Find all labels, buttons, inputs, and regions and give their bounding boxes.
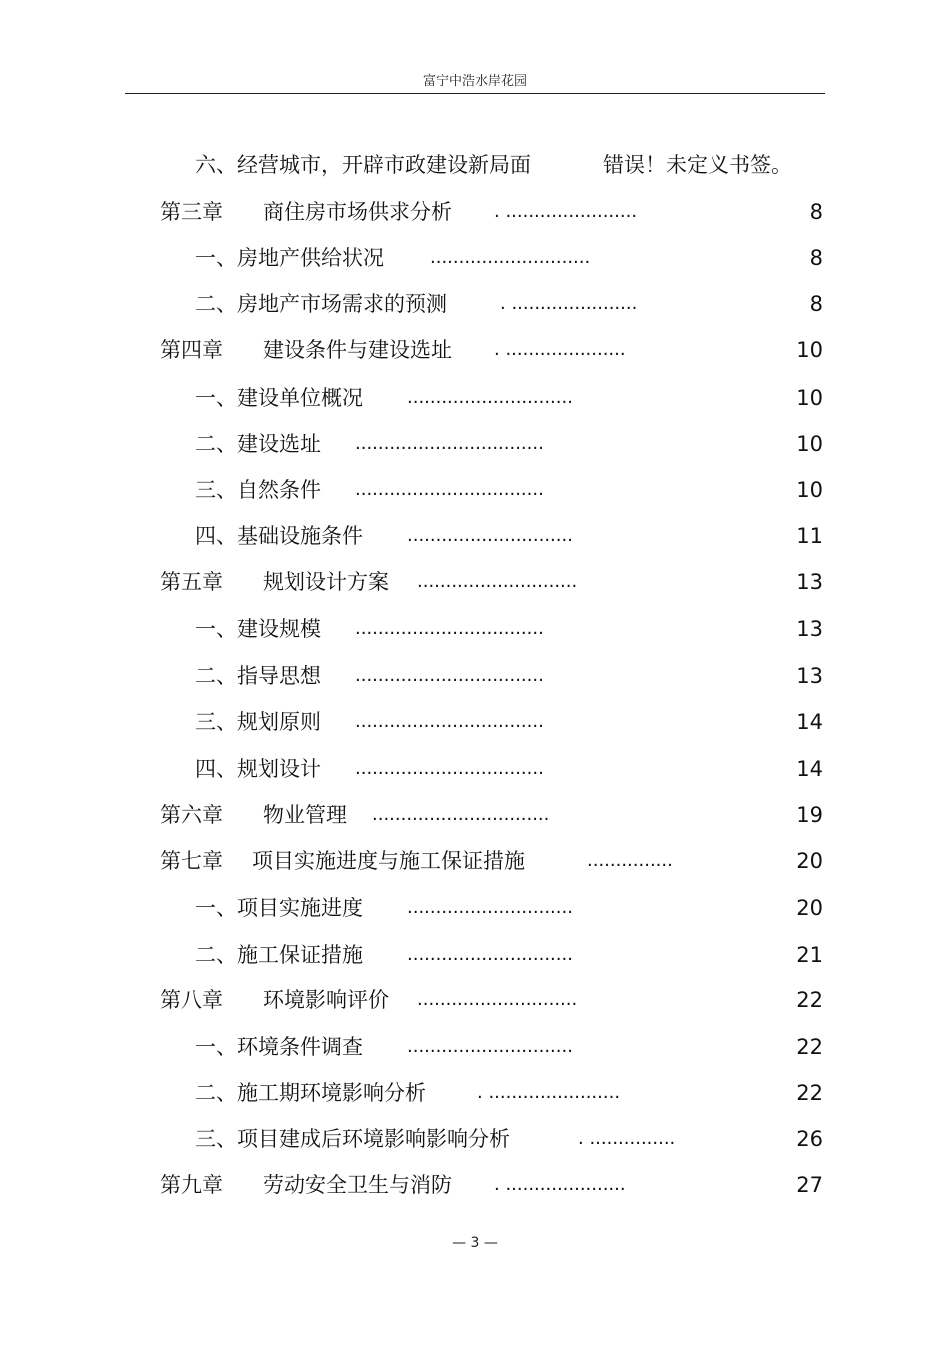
toc-entry-title: 三、自然条件 bbox=[195, 478, 321, 502]
toc-entry[interactable] bbox=[195, 1078, 795, 1108]
toc-chapter-number: 第六章 bbox=[160, 803, 223, 827]
toc-page-number: 13 bbox=[796, 617, 823, 641]
toc-entry-title: 二、施工保证措施 bbox=[195, 943, 363, 967]
toc-leader-dots: ............... bbox=[587, 850, 673, 871]
toc-page-number: 10 bbox=[796, 432, 823, 456]
toc-entry-title: 规划设计方案 bbox=[263, 570, 389, 594]
toc-entry[interactable] bbox=[195, 475, 795, 505]
toc-entry[interactable] bbox=[195, 1124, 795, 1154]
toc-entry-title: 一、环境条件调查 bbox=[195, 1035, 363, 1059]
page-header-title: 富宁中浩水岸花园 bbox=[422, 74, 527, 89]
toc-entry[interactable] bbox=[195, 754, 795, 784]
toc-leader-dots: ................................. bbox=[355, 711, 544, 732]
toc-leader-dots: . ....................... bbox=[477, 1082, 621, 1103]
toc-page-number: 27 bbox=[796, 1173, 823, 1197]
toc-leader-dots: ................................. bbox=[355, 665, 544, 686]
toc-leader-dots: ................................. bbox=[355, 479, 544, 500]
toc-entry-title: 二、房地产市场需求的预测 bbox=[195, 292, 447, 316]
toc-entry[interactable] bbox=[195, 521, 795, 551]
toc-page-number: 26 bbox=[796, 1127, 823, 1151]
toc-chapter-entry[interactable] bbox=[160, 846, 780, 876]
toc-leader-dots: . ....................... bbox=[494, 201, 638, 222]
toc-page-number: 21 bbox=[796, 943, 823, 967]
toc-page-number: 20 bbox=[796, 896, 823, 920]
toc-chapter-entry[interactable] bbox=[160, 800, 780, 830]
toc-entry-title: 一、建设规模 bbox=[195, 617, 321, 641]
toc-entry[interactable] bbox=[195, 1032, 795, 1062]
page-footer-number: — 3 — bbox=[452, 1235, 498, 1251]
toc-leader-dots: ................................. bbox=[355, 618, 544, 639]
toc-entry[interactable] bbox=[195, 289, 795, 319]
toc-leader-dots: ................................. bbox=[355, 758, 544, 779]
toc-page-number: 14 bbox=[796, 710, 823, 734]
toc-entry[interactable] bbox=[195, 150, 815, 180]
toc-chapter-number: 第五章 bbox=[160, 570, 223, 594]
toc-page-number: 10 bbox=[796, 478, 823, 502]
toc-page-number: 13 bbox=[796, 664, 823, 688]
toc-leader-dots: . ...................... bbox=[500, 293, 638, 314]
toc-entry-title: 二、建设选址 bbox=[195, 432, 321, 456]
toc-page-number: 22 bbox=[796, 1035, 823, 1059]
toc-entry[interactable] bbox=[195, 243, 795, 273]
toc-leader-dots: ............................. bbox=[407, 387, 573, 408]
toc-entry-title: 物业管理 bbox=[263, 803, 347, 827]
toc-leader-dots: . ............... bbox=[578, 1128, 676, 1149]
toc-entry[interactable] bbox=[195, 893, 795, 923]
toc-chapter-number: 第八章 bbox=[160, 988, 223, 1012]
toc-entry[interactable] bbox=[195, 661, 795, 691]
toc-entry-title: 二、指导思想 bbox=[195, 664, 321, 688]
toc-entry[interactable] bbox=[195, 383, 795, 413]
toc-entry-title: 四、基础设施条件 bbox=[195, 524, 363, 548]
toc-page-number: 10 bbox=[796, 386, 823, 410]
toc-chapter-entry[interactable] bbox=[160, 985, 780, 1015]
toc-leader-dots: ............................. bbox=[407, 944, 573, 965]
toc-chapter-number: 第七章 bbox=[160, 849, 223, 873]
toc-entry-title: 劳动安全卫生与消防 bbox=[263, 1173, 452, 1197]
toc-entry[interactable] bbox=[195, 707, 795, 737]
toc-entry-error-note: 错误！未定义书签。 bbox=[603, 153, 792, 177]
toc-leader-dots: ............................ bbox=[430, 247, 591, 268]
toc-chapter-number: 第四章 bbox=[160, 338, 223, 362]
toc-chapter-entry[interactable] bbox=[160, 335, 780, 365]
toc-leader-dots: ............................. bbox=[407, 1036, 573, 1057]
toc-entry-title: 环境影响评价 bbox=[263, 988, 389, 1012]
toc-page-number: 10 bbox=[796, 338, 823, 362]
toc-page-number: 13 bbox=[796, 570, 823, 594]
toc-page-number: 20 bbox=[796, 849, 823, 873]
toc-page-number: 8 bbox=[809, 246, 823, 270]
toc-leader-dots: . ..................... bbox=[494, 339, 626, 360]
toc-page-number: 8 bbox=[809, 292, 823, 316]
toc-entry-title: 项目实施进度与施工保证措施 bbox=[252, 849, 525, 873]
toc-entry-title: 一、项目实施进度 bbox=[195, 896, 363, 920]
toc-leader-dots: . ..................... bbox=[494, 1174, 626, 1195]
toc-entry-title: 商住房市场供求分析 bbox=[263, 200, 452, 224]
toc-chapter-number: 第九章 bbox=[160, 1173, 223, 1197]
toc-entry[interactable] bbox=[195, 940, 795, 970]
toc-page-number: 11 bbox=[796, 524, 823, 548]
toc-entry-title: 四、规划设计 bbox=[195, 757, 321, 781]
toc-chapter-entry[interactable] bbox=[160, 567, 780, 597]
toc-entry-title: 六、经营城市，开辟市政建设新局面 bbox=[195, 153, 531, 177]
toc-page-number: 22 bbox=[796, 1081, 823, 1105]
toc-entry-title: 二、施工期环境影响分析 bbox=[195, 1081, 426, 1105]
toc-entry[interactable] bbox=[195, 614, 795, 644]
toc-leader-dots: ............................. bbox=[407, 897, 573, 918]
toc-entry-title: 建设条件与建设选址 bbox=[263, 338, 452, 362]
toc-leader-dots: ............................ bbox=[417, 571, 578, 592]
toc-entry[interactable] bbox=[195, 429, 795, 459]
toc-entry-title: 一、建设单位概况 bbox=[195, 386, 363, 410]
toc-entry-title: 一、房地产供给状况 bbox=[195, 246, 384, 270]
toc-chapter-entry[interactable] bbox=[160, 197, 830, 227]
toc-entry-title: 三、规划原则 bbox=[195, 710, 321, 734]
toc-page-number: 22 bbox=[796, 988, 823, 1012]
toc-entry-title: 三、项目建成后环境影响影响分析 bbox=[195, 1127, 510, 1151]
toc-leader-dots: ............................ bbox=[417, 989, 578, 1010]
toc-page-number: 19 bbox=[796, 803, 823, 827]
toc-chapter-entry[interactable] bbox=[160, 1170, 780, 1200]
toc-page-number: 14 bbox=[796, 757, 823, 781]
toc-leader-dots: ............................... bbox=[372, 804, 550, 825]
toc-chapter-number: 第三章 bbox=[160, 200, 223, 224]
toc-page-number: 8 bbox=[809, 200, 823, 224]
toc-leader-dots: ............................. bbox=[407, 525, 573, 546]
toc-leader-dots: ................................. bbox=[355, 433, 544, 454]
